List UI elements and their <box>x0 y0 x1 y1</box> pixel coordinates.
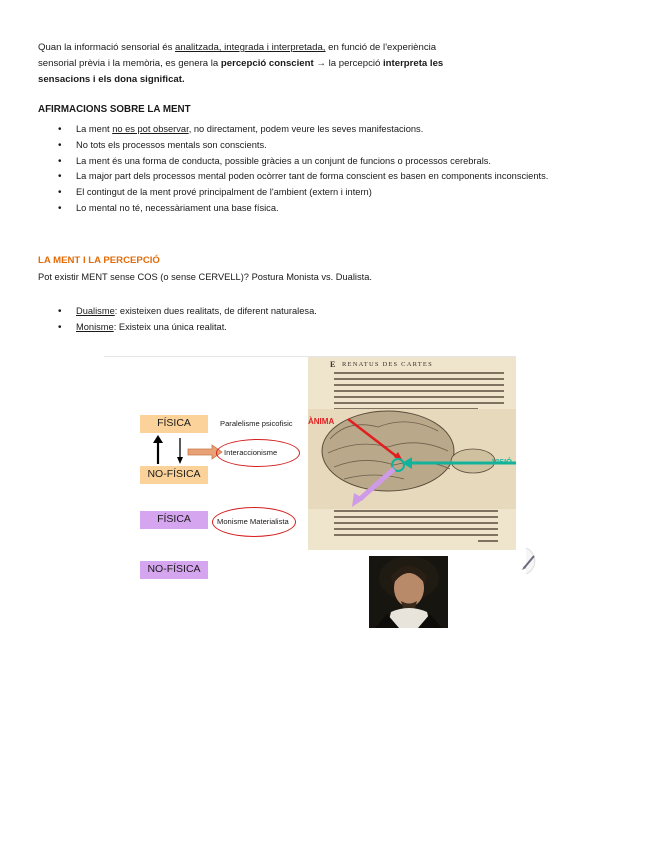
monisme-term: Monisme <box>76 321 114 332</box>
list-item: • La major part dels processos mental poden ocòrrer tant de forma conscient es basen en components inconscients. <box>58 169 618 185</box>
positions-list <box>58 304 618 336</box>
list-item: • El contingut de la ment prové principalment de l'ambient (extern i intern) <box>58 185 618 201</box>
list-item: • Lo mental no té, necessàriament una base física. <box>58 201 618 217</box>
intro-text: → la percepció <box>313 58 384 69</box>
list-item-monisme <box>58 320 618 336</box>
heading-afirmacions: AFIRMACIONS SOBRE LA MENT <box>38 104 191 115</box>
list-item <box>58 122 618 138</box>
box-nofisica-1: NO-FÍSICA <box>140 466 208 484</box>
descartes-portrait-image <box>369 556 448 628</box>
paralelisme-label: Paralelisme psicofisic <box>220 419 293 428</box>
list-item-underlined-text: no es pot observar <box>112 124 189 134</box>
pen-edit-icon[interactable] <box>516 548 538 574</box>
intro-text: en funció de l'experiència <box>325 42 437 53</box>
portrait-icon <box>369 556 448 628</box>
monisme-text: : Existeix una única realitat. <box>113 321 227 332</box>
down-arrow-head-icon <box>177 457 183 464</box>
box-nofisica-2: NO-FÍSICA <box>140 561 208 579</box>
box-fisica-2: FÍSICA <box>140 511 208 529</box>
list-item: • No tots els processos mentals son conscients. <box>58 138 618 154</box>
intro-paragraph <box>38 40 578 88</box>
intro-underlined-text: analitzada, integrada i interpretada, <box>175 42 326 53</box>
intro-bold-text: interpreta les <box>383 58 444 69</box>
up-arrow-head-icon <box>153 435 163 443</box>
book-initial-letter: E <box>330 360 336 369</box>
list-item-dualisme <box>58 304 618 320</box>
book-header: RENATUS DES CARTES <box>342 361 433 368</box>
intro-bold-text: percepció conscient <box>220 58 314 69</box>
anima-label: ÀNIMA <box>308 417 335 426</box>
list-item-text: , no directament, podem veure les seves manifestacions. <box>188 124 424 134</box>
heading-ment-percepcio: LA MENT I LA PERCEPCIÓ <box>38 255 160 266</box>
intro-line-1 <box>38 40 578 56</box>
question-text: Pot existir MENT sense COS (o sense CERVELL)? Postura Monista vs. Dualista. <box>38 272 372 282</box>
intro-line-3 <box>38 72 578 88</box>
intro-line-2 <box>38 56 578 72</box>
afirmacions-list <box>58 122 618 217</box>
descartes-engraving <box>308 357 516 550</box>
dualisme-term: Dualisme <box>76 306 115 316</box>
interaccionisme-label: Interaccionisme <box>224 448 278 457</box>
list-item-text: La ment <box>76 124 113 134</box>
intro-text: Quan la informació sensorial és <box>38 42 176 53</box>
list-item: • La ment és una forma de conducta, possible gràcies a un conjunt de funcions o processos cerebrals. <box>58 154 618 170</box>
box-fisica-1: FÍSICA <box>140 415 208 433</box>
intro-bold-text: sensacions i els dona significat. <box>38 74 185 85</box>
book-text-bottom <box>328 507 508 547</box>
visio-label: VISIÓ <box>492 457 513 466</box>
monisme-materialista-label: Monisme Materialista <box>217 517 289 526</box>
dualisme-text: : existeixen dues realitats, de diferent naturalesa. <box>114 306 317 316</box>
brain-engraving-icon <box>308 409 516 509</box>
intro-text: sensorial prèvia i la memòria, es genera la <box>38 58 221 69</box>
